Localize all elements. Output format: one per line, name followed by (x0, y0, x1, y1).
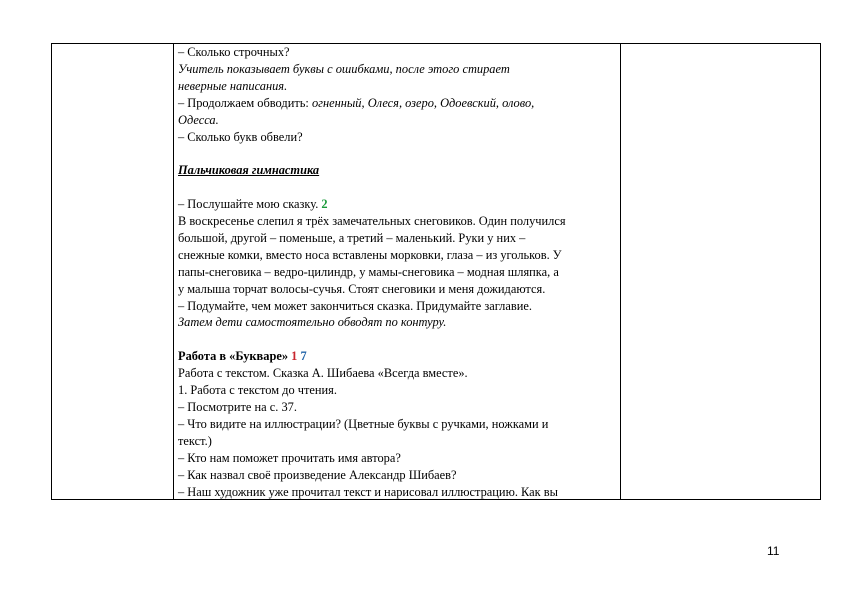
column-divider-left (173, 44, 174, 499)
green-marker-number: 2 (321, 197, 328, 212)
text-line (178, 196, 618, 213)
text-line: 1. Работа с текстом до чтения. (178, 383, 337, 398)
red-marker-number: 1 (291, 349, 298, 364)
text-line: у малыша торчат волосы-сучья. Стоят снеговики и меня дожидаются. (178, 281, 546, 296)
text-line: папы-снеговика – ведро-цилиндр, у мамы-снеговика – модная шляпка, а (178, 264, 559, 279)
text-line: – Сколько букв обвели? (178, 129, 303, 144)
text-line: – Как назвал своё произведение Александр Шибаев? (178, 467, 457, 482)
page-number: 11 (767, 544, 780, 558)
text-line: – Посмотрите на с. 37. (178, 399, 297, 414)
text-line: неверные написания. (178, 78, 288, 93)
lesson-content-cell (178, 44, 618, 500)
text-line: Одесса. (178, 112, 219, 127)
text-line: Работа с текстом. Сказка А. Шибаева «Всегда вместе». (178, 366, 468, 381)
section-heading-finger-gymnastics: Пальчиковая гимнастика (178, 163, 320, 178)
text-line: – Наш художник уже прочитал текст и нарисовал иллюстрацию. Как вы (178, 484, 558, 499)
text-span: – Продолжаем обводить: (178, 95, 312, 110)
column-divider-right (620, 44, 621, 499)
text-span: – Послушайте мою сказку. (178, 197, 322, 212)
text-line: – Сколько строчных? (178, 45, 290, 59)
text-line: – Кто нам поможет прочитать имя автора? (178, 450, 401, 465)
text-line: Учитель показывает буквы с ошибками, после этого стирает (178, 61, 510, 76)
text-line: – Что видите на иллюстрации? (Цветные буквы с ручками, ножками и (178, 416, 549, 431)
lesson-table (51, 43, 821, 500)
text-span: огненный, Олеся, озеро, Одоевский, олово, (311, 95, 535, 110)
text-line: большой, другой – поменьше, а третий – маленький. Руки у них – (178, 230, 526, 245)
section-heading-primer-work (178, 348, 618, 365)
text-line: снежные комки, вместо носа вставлены морковки, глаза – из угольков. У (178, 247, 562, 262)
text-span: Работа в «Букваре» (178, 349, 292, 364)
text-line (178, 95, 618, 112)
blue-marker-number: 7 (300, 349, 307, 364)
text-line: – Подумайте, чем может закончиться сказка. Придумайте заглавие. (178, 298, 532, 313)
text-line: В воскресенье слепил я трёх замечательных снеговиков. Один получился (178, 214, 566, 229)
text-line: Затем дети самостоятельно обводят по контуру. (178, 315, 447, 330)
text-line: текст.) (178, 433, 212, 448)
